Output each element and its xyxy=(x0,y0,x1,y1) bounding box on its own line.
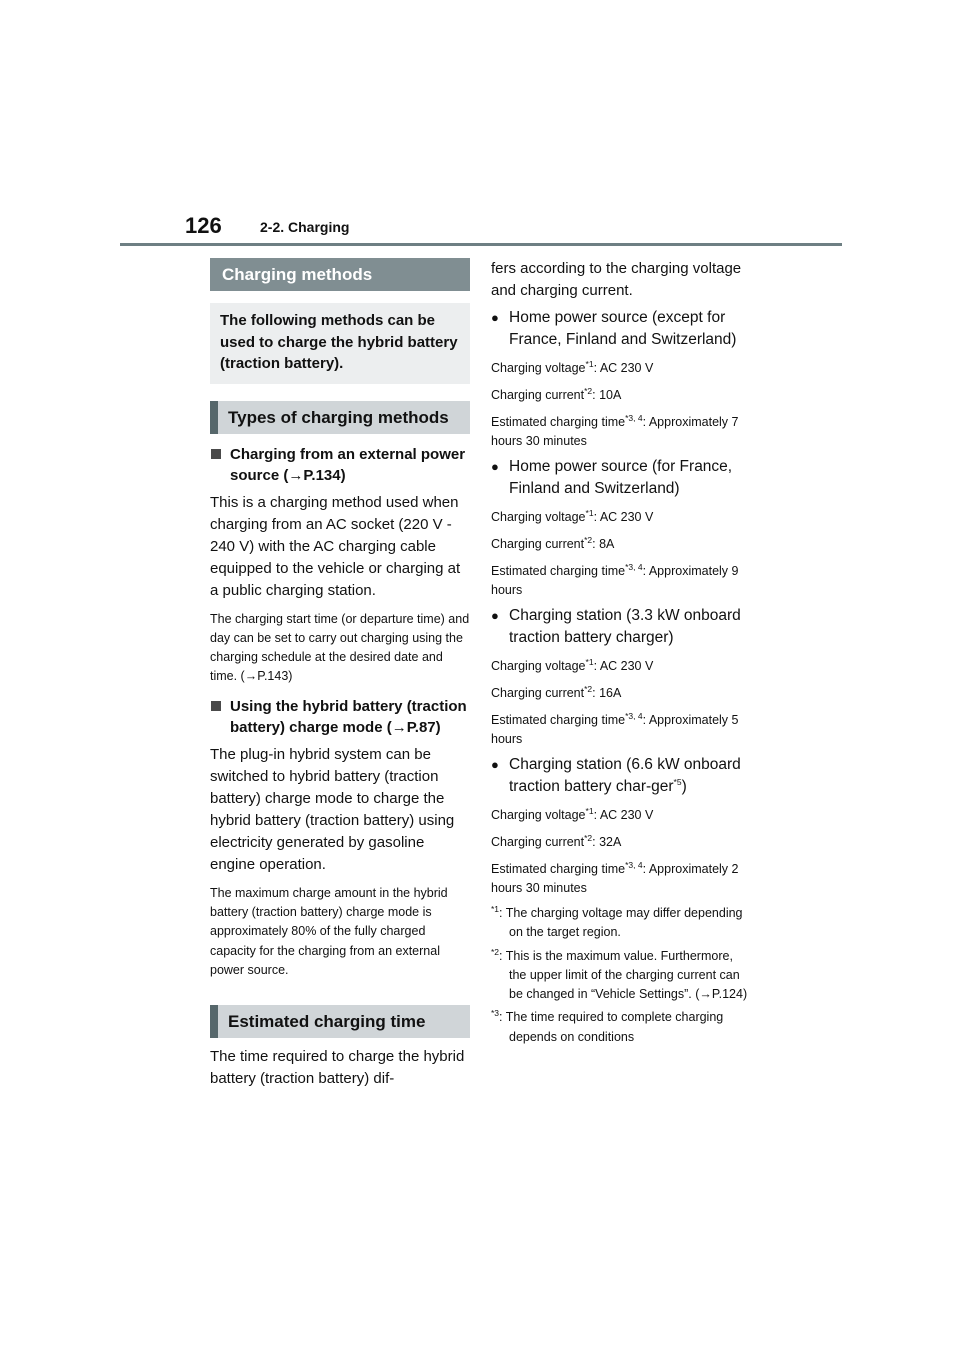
heading-charging-methods: Charging methods xyxy=(210,258,470,291)
charging-item xyxy=(491,456,751,600)
charging-time-spec: Estimated charging time$^{*3, 4}$: Approximately 2 hours 30 minutes xyxy=(491,859,739,895)
charging-voltage-spec: Charging voltage$^{*1}$: AC 230 V xyxy=(491,656,654,673)
charging-item-title: ● Home power source (for France, Finland and Switzerland) xyxy=(491,456,751,500)
intro-box: The following methods can be used to charge the hybrid battery (traction battery). xyxy=(210,303,470,384)
subheading-charge-mode: Using the hybrid battery (traction battery) charge mode (→P.87) xyxy=(210,696,470,739)
charging-item xyxy=(491,754,751,898)
charging-item-title: ● Charging station (6.6 kW onboard traction battery char-ger$^{*5}$) xyxy=(491,754,751,798)
charging-current-spec: Charging current$^{*2}$: 32A xyxy=(491,832,622,849)
footnote: $^{*1}$: The charging voltage may differ depending on the target region. xyxy=(491,903,743,940)
charging-current-spec: Charging current$^{*2}$: 16A xyxy=(491,683,622,700)
heading-types: Types of charging methods xyxy=(210,401,470,434)
charging-voltage-spec: Charging voltage$^{*1}$: AC 230 V xyxy=(491,358,654,375)
charging-voltage-spec: Charging voltage$^{*1}$: AC 230 V xyxy=(491,805,654,822)
charging-item xyxy=(491,605,751,749)
charging-voltage-spec: Charging voltage$^{*1}$: AC 230 V xyxy=(491,507,654,524)
charge-mode-note: The maximum charge amount in the hybrid battery (traction battery) charge mode is approximately 80% of the fully charged capacity for the charging from an external power source. xyxy=(210,885,448,977)
external-power-body: This is a charging method used when charging from an AC socket (220 V - 240 V) with the AC charging cable equipped to the vehicle or charging at a public charging station. xyxy=(210,493,461,599)
charging-item-title: ● Charging station (3.3 kW onboard traction battery charger) xyxy=(491,605,751,649)
charge-mode-body: The plug-in hybrid system can be switched to hybrid battery (traction battery) charge mode to charge the hybrid battery (traction battery) using electricity generated by gasoline engine operation. xyxy=(210,745,455,873)
charging-time-spec: Estimated charging time$^{*3, 4}$: Approximately 7 hours 30 minutes xyxy=(491,412,739,448)
subheading-external-power: Charging from an external power source (→P.134) xyxy=(210,444,470,487)
left-column xyxy=(210,258,470,1090)
charging-time-spec: Estimated charging time$^{*3, 4}$: Approximately 9 hours xyxy=(491,561,739,597)
heading-estimated-time: Estimated charging time xyxy=(210,1005,470,1038)
charging-item-title: ● Home power source (except for France, Finland and Switzerland) xyxy=(491,307,751,351)
estimated-time-body: The time required to charge the hybrid battery (traction battery) dif- xyxy=(210,1048,465,1088)
estimated-time-body-cont: fers according to the charging voltage and charging current. xyxy=(491,260,742,299)
footnote: $^{*2}$: This is the maximum value. Furthermore, the upper limit of the charging current can be changed in “Vehicle Settings”. (→P.124) xyxy=(491,946,748,1002)
footnote: $^{*3}$: The time required to complete charging depends on conditions xyxy=(491,1008,724,1044)
charging-item xyxy=(491,307,751,451)
charging-time-spec: Estimated charging time$^{*3, 4}$: Approximately 5 hours xyxy=(491,710,739,746)
external-power-note: The charging start time (or departure time) and day can be set to carry out charging using the charging schedule at the desired date and time. (→P.143) xyxy=(210,611,470,684)
charging-current-spec: Charging current$^{*2}$: 8A xyxy=(491,534,615,551)
header-rule xyxy=(120,243,842,246)
page-number: 126 xyxy=(185,213,222,238)
section-title: 2-2. Charging xyxy=(260,219,350,235)
right-column xyxy=(491,258,751,1047)
charging-current-spec: Charging current$^{*2}$: 10A xyxy=(491,385,622,402)
